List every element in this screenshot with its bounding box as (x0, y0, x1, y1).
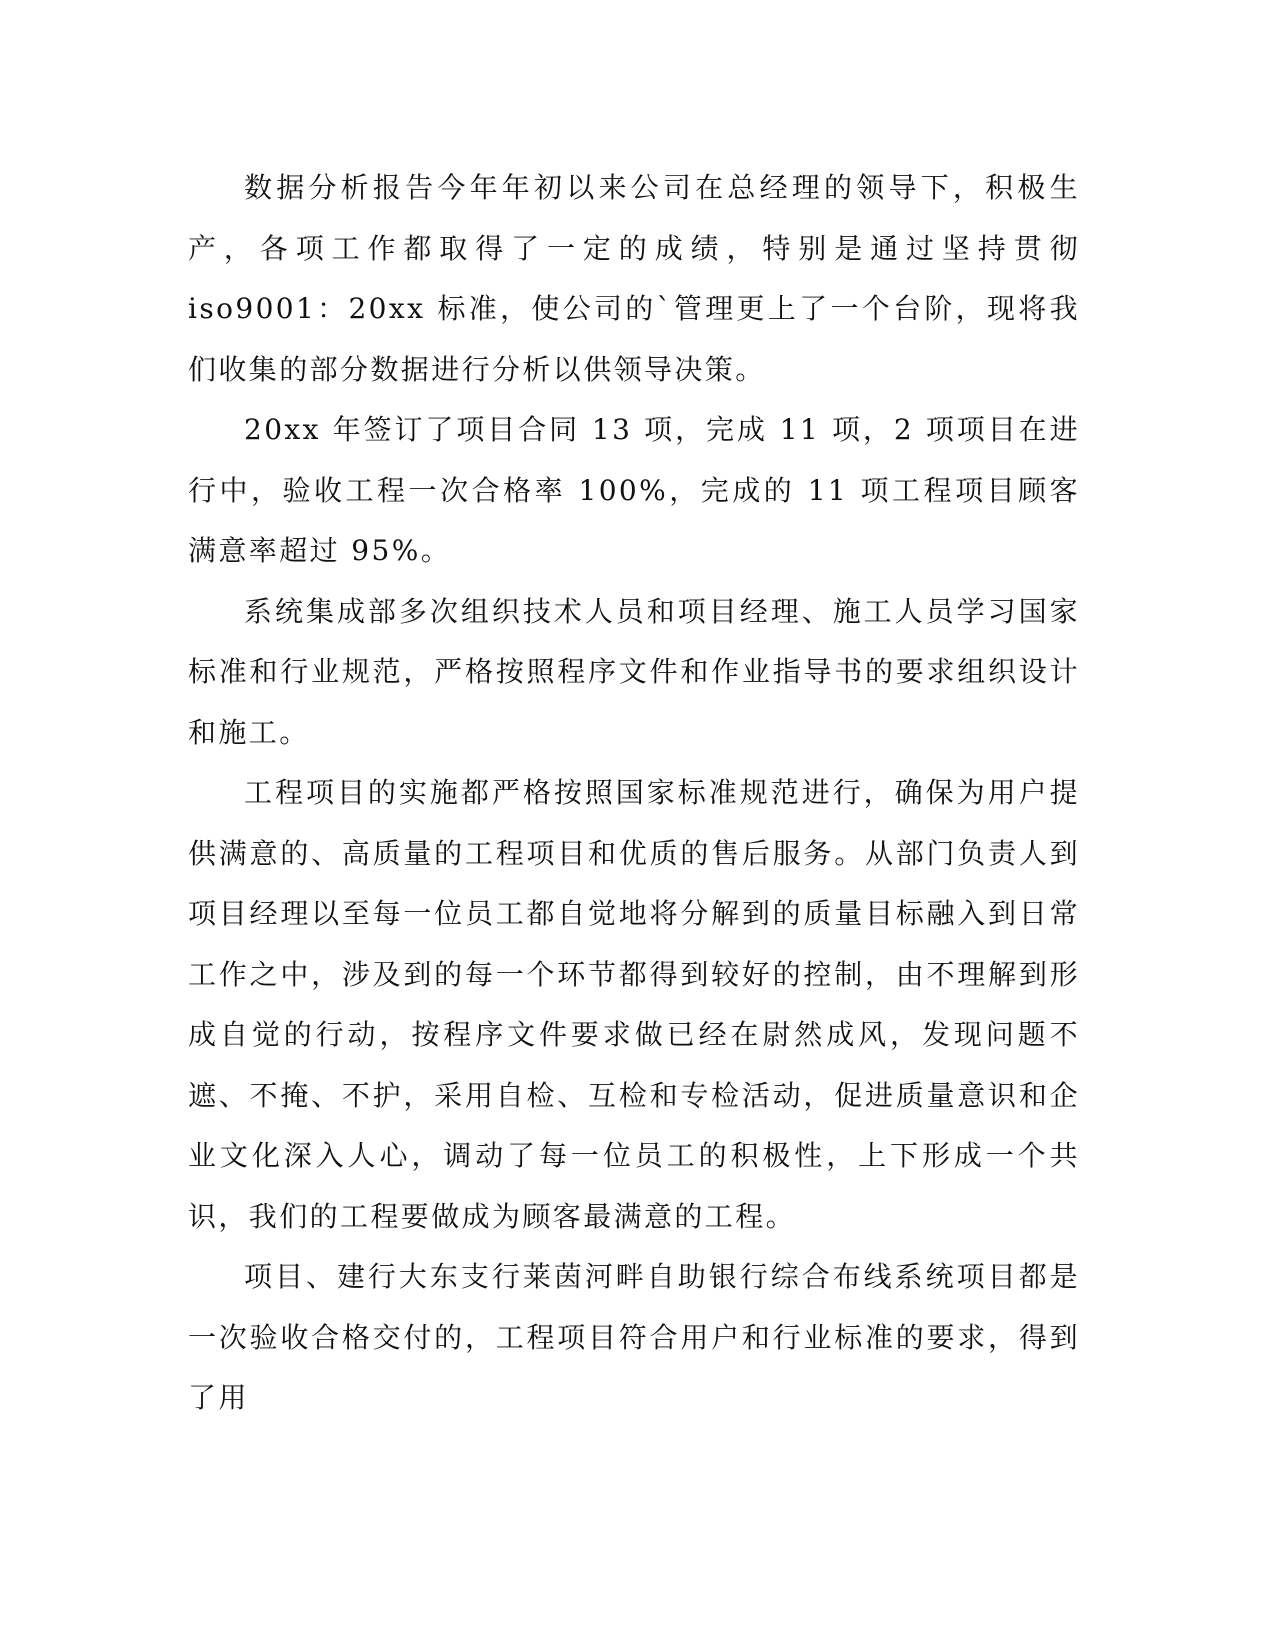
document-body (188, 158, 1080, 1429)
paragraph-projects: 项目、建行大东支行莱茵河畔自助银行综合布线系统项目都是一次验收合格交付的，工程项目符合用户和行业标准的要求，得到了用 (188, 1260, 1080, 1414)
paragraph-training: 系统集成部多次组织技术人员和项目经理、施工人员学习国家标准和行业规范，严格按照程序文件和作业指导书的要求组织设计和施工。 (188, 594, 1080, 749)
paragraph-quality: 工程项目的实施都严格按照国家标准规范进行，确保为用户提供满意的、高质量的工程项目和优质的售后服务。从部门负责人到项目经理以至每一位员工都自觉地将分解到的质量目标融入到日常工作之中，涉及到的每一个环节都得到较好的控制，由不理解到形成自觉的行动，按程序文件要求做已经在尉然成风，发现问题不遮、不掩、不护，采用自检、互检和专检活动，促进质量意识和企业文化深入人心，调动了每一位员工的积极性，上下形成一个共识，我们的工程要做成为顾客最满意的工程。 (188, 776, 1080, 1233)
paragraph-contracts: 20xx 年签订了项目合同 13 项，完成 11 项，2 项项目在进行中，验收工程一次合格率 100%，完成的 11 项工程项目顾客满意率超过 95%。 (188, 413, 1080, 567)
paragraph-intro: 数据分析报告今年年初以来公司在总经理的领导下，积极生产，各项工作都取得了一定的成绩，特别是通过坚持贯彻 iso9001：20xx 标准，使公司的`管理更上了一个台阶，现将我们收集的部分数据进行分析以供领导决策。 (188, 171, 1080, 386)
